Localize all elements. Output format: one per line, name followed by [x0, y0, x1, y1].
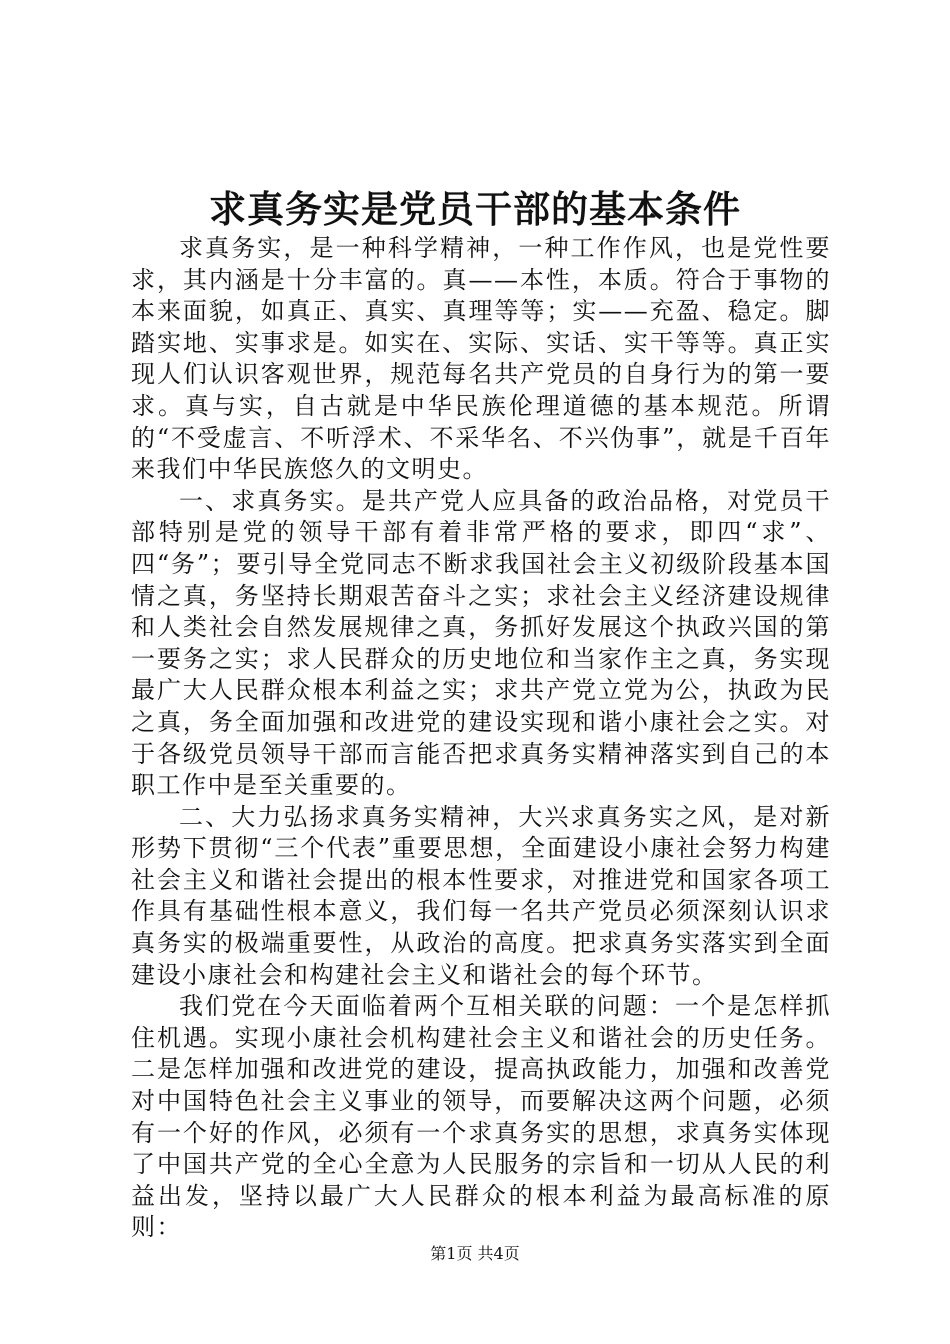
page-number: 第1页 共4页	[430, 1244, 520, 1263]
document-title: 求真务实是党员干部的基本条件	[209, 187, 741, 231]
paragraph-section-one: 一、求真务实。是共产党人应具备的政治品格，对党员干部特别是党的领导干部有着非常严格的要求，即四“求”、四“务”；要引导全党同志不断求我国社会主义初级阶段基本国情之真，务坚持长期艰苦奋斗之实；求社会主义经济建设规律和人类社会自然发展规律之真，务抓好发展这个执政兴国的第一要务之实；求人民群众的历史地位和当家作主之真，务实现最广大人民群众根本利益之实；求共产党立党为公，执政为民之真，务全面加强和改进党的建设实现和谐小康社会之实。对于各级党员领导干部而言能否把求真务实精神落实到自己的本职工作中是至关重要的。	[131, 486, 831, 800]
document-body	[131, 233, 831, 1244]
paragraph-issues: 我们党在今天面临着两个互相关联的问题：一个是怎样抓住机遇。实现小康社会机构建社会主义和谐社会的历史任务。二是怎样加强和改进党的建设，提高执政能力，加强和改善党对中国特色社会主义事业的领导，而要解决这两个问题，必须有一个好的作风，必须有一个求真务实的思想，求真务实体现了中国共产党的全心全意为人民服务的宗旨和一切从人民的利益出发，坚持以最广大人民群众的根本利益为最高标准的原则：	[131, 992, 831, 1242]
paragraph-section-two: 二、大力弘扬求真务实精神，大兴求真务实之风，是对新形势下贯彻“三个代表”重要思想，全面建设小康社会努力构建社会主义和谐社会提出的根本性要求，对推进党和国家各项工作具有基础性根本意义，我们每一名共产党员必须深刻认识求真务实的极端重要性，从政治的高度。把求真务实落实到全面建设小康社会和构建社会主义和谐社会的每个环节。	[131, 802, 831, 989]
paragraph-intro: 求真务实，是一种科学精神，一种工作作风，也是党性要求，其内涵是十分丰富的。真——本性，本质。符合于事物的本来面貌，如真正、真实、真理等等；实——充盈、稳定。脚踏实地、实事求是。如实在、实际、实话、实干等等。真正实现人们认识客观世界，规范每名共产党员的自身行为的第一要求。真与实，自古就是中华民族伦理道德的基本规范。所谓的“不受虚言、不听浮术、不采华名、不兴伪事”，就是千百年来我们中华民族悠久的文明史。	[131, 234, 831, 484]
